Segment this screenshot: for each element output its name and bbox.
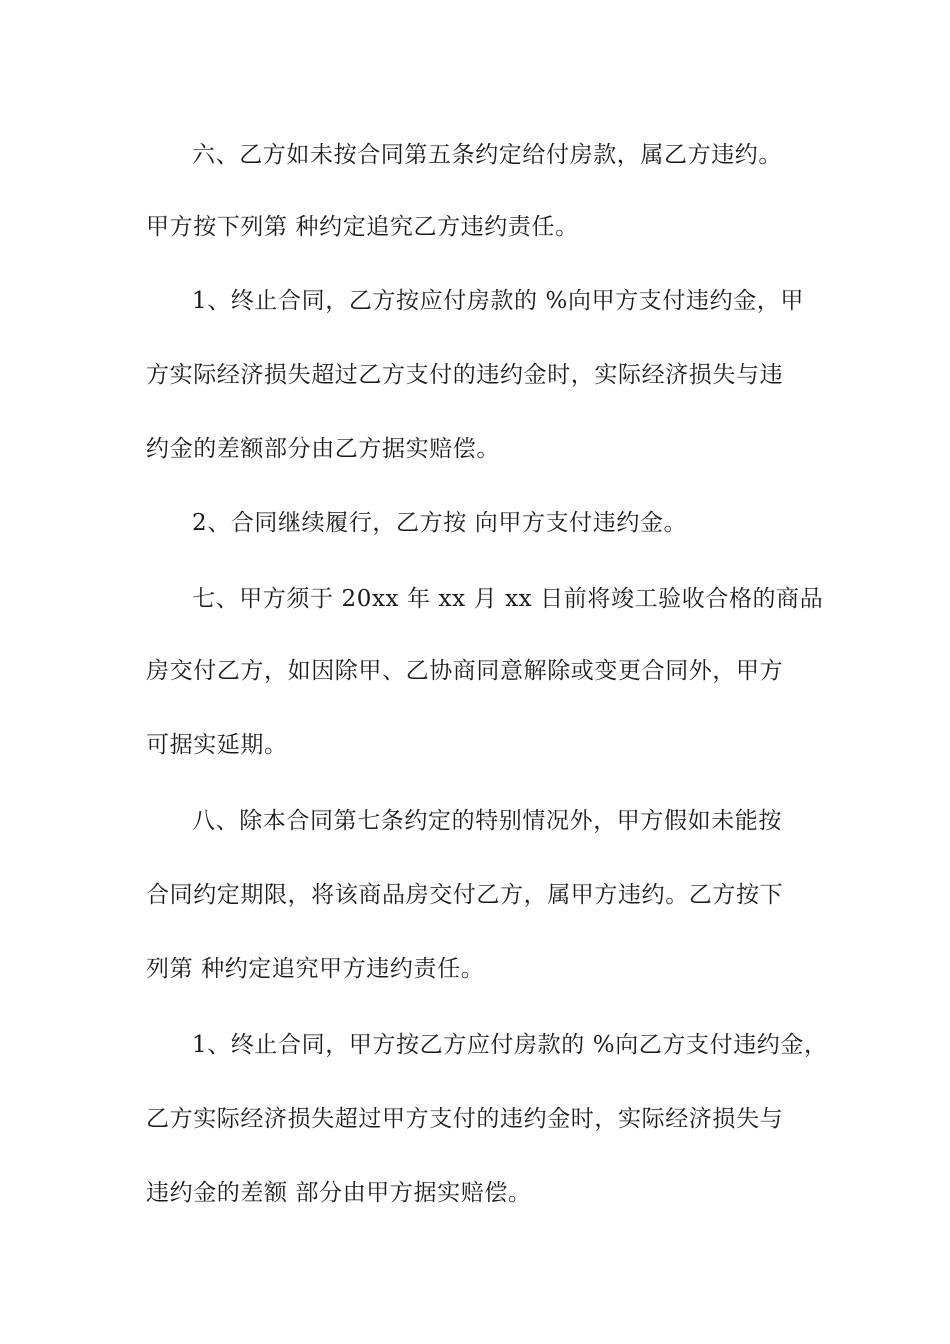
text-line: 方实际经济损失超过乙方支付的违约金时，实际经济损失与违 <box>146 362 784 388</box>
text-line: 合同约定期限，将该商品房交付乙方，属甲方违约。乙方按下 <box>146 882 784 908</box>
text-line: 甲方按下列第 种约定追究乙方违约责任。 <box>146 214 579 240</box>
text-line: 七、甲方须于 20xx 年 xx 月 xx 日前将竣工验收合格的商品 <box>192 586 824 612</box>
text-line: 1、终止合同，甲方按乙方应付房款的 %向乙方支付违约金， <box>192 1032 828 1058</box>
text-line: 乙方实际经济损失超过甲方支付的违约金时，实际经济损失与 <box>146 1106 784 1132</box>
text-line: 可据实延期。 <box>146 732 288 758</box>
text-line: 六、乙方如未按合同第五条约定给付房款，属乙方违约。 <box>192 142 782 168</box>
text-line: 违约金的差额 部分由甲方据实赔偿。 <box>146 1180 532 1206</box>
text-line: 1、终止合同，乙方按应付房款的 %向甲方支付违约金，甲 <box>192 288 804 314</box>
text-line: 八、除本合同第七条约定的特别情况外，甲方假如未能按 <box>192 808 782 834</box>
text-line: 列第 种约定追究甲方违约责任。 <box>146 956 485 982</box>
text-line: 2、合同继续履行，乙方按 向甲方支付违约金。 <box>192 510 688 536</box>
text-line: 约金的差额部分由乙方据实赔偿。 <box>146 436 500 462</box>
text-line: 房交付乙方，如因除甲、乙协商同意解除或变更合同外，甲方 <box>146 658 784 684</box>
